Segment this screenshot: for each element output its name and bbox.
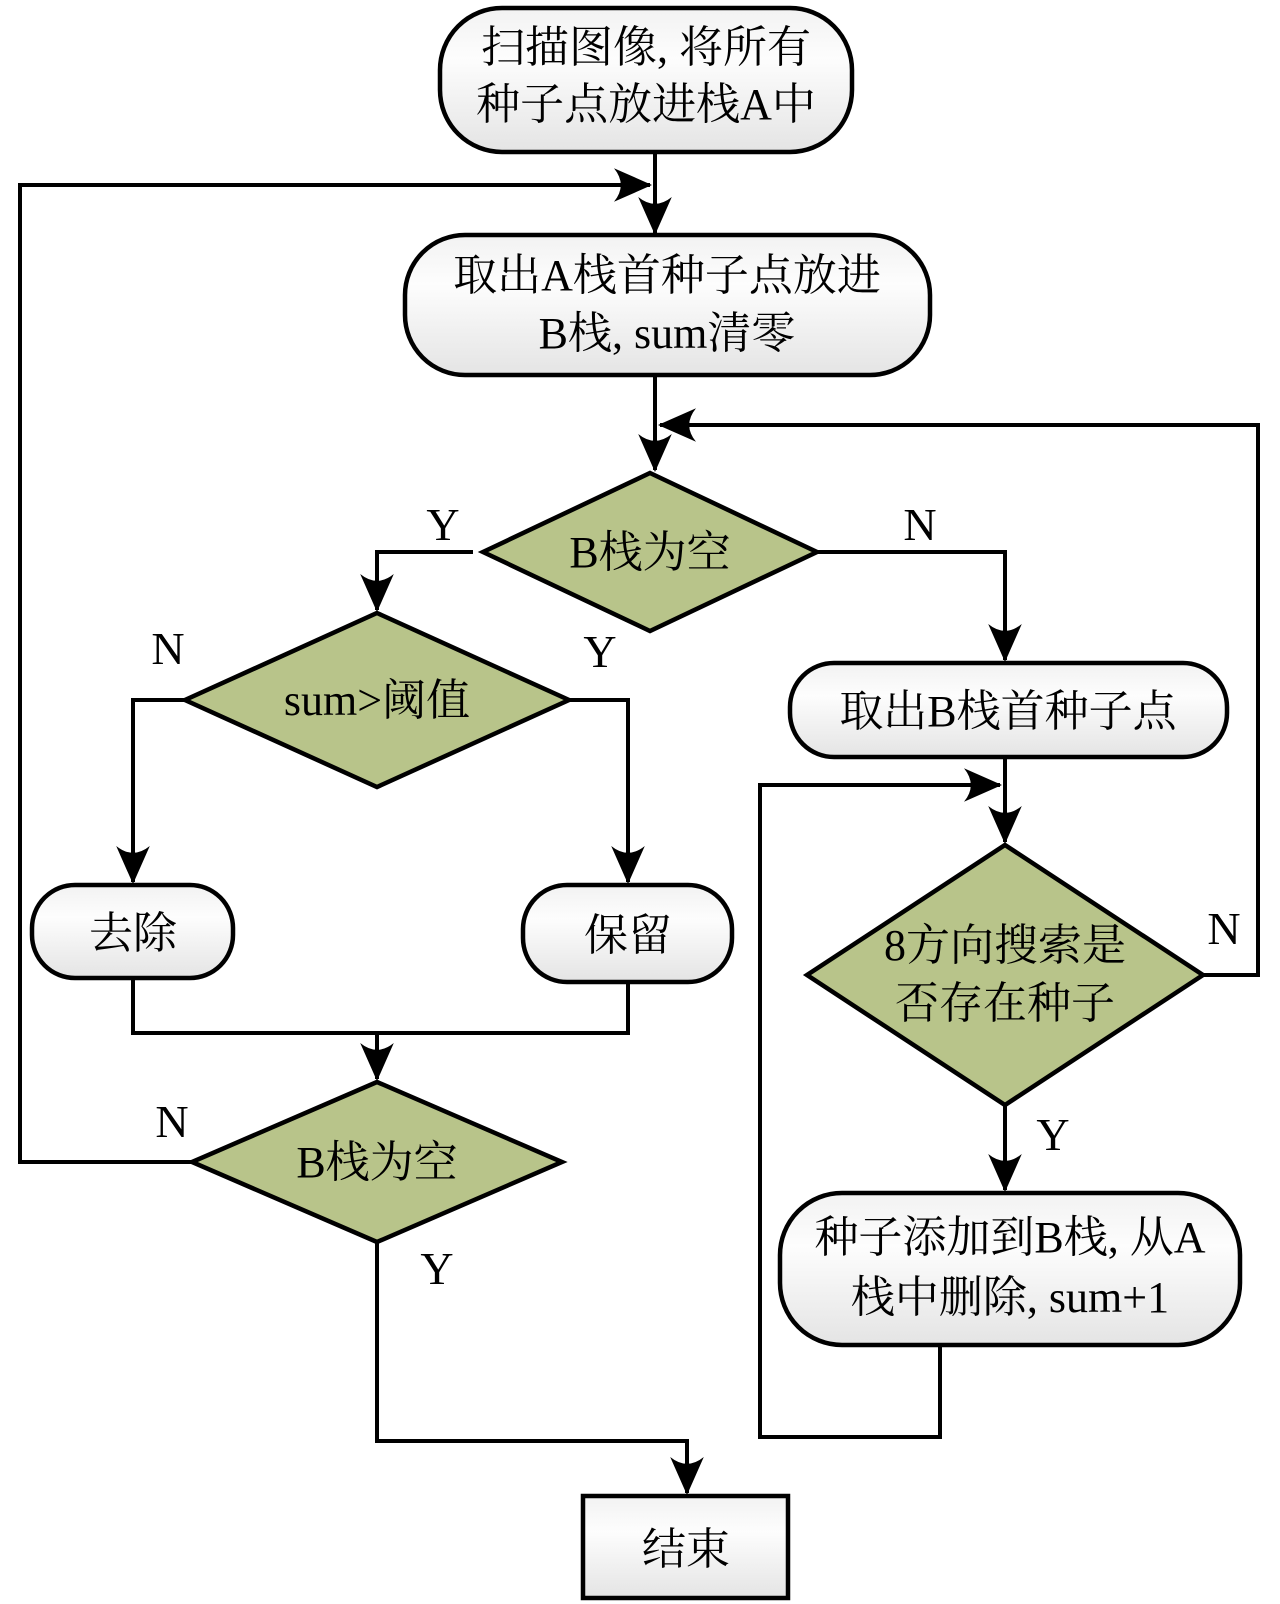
node-keep-label: 保留 <box>584 911 672 960</box>
node-pop-b <box>790 663 1227 757</box>
node-b-empty-2 <box>192 1082 562 1242</box>
node-search-8dir-line-1: 8方向搜索是 <box>884 921 1126 970</box>
node-pop-a <box>405 235 930 375</box>
node-pop-a-line-2: B栈, sum清零 <box>538 309 796 358</box>
node-b-empty-1 <box>483 473 817 631</box>
node-b-empty-2-label: B栈为空 <box>296 1138 458 1187</box>
node-remove-label: 去除 <box>89 909 177 958</box>
node-pop-a-line-1: 取出A栈首种子点放进 <box>453 251 881 300</box>
edge-merge-remove-keep <box>133 978 628 1033</box>
node-start <box>440 8 852 152</box>
label-search-8dir-yes: Y <box>1036 1109 1070 1160</box>
node-add-b <box>780 1193 1240 1345</box>
node-remove <box>32 885 233 978</box>
node-start-line-1: 扫描图像, 将所有 <box>481 23 811 72</box>
label-b-empty-1-no: N <box>903 499 937 550</box>
edge-b-empty-1-no <box>817 552 1005 660</box>
edge-b-empty-1-yes <box>377 552 473 610</box>
label-b-empty-2-yes: Y <box>420 1243 454 1294</box>
node-sum-threshold <box>185 613 569 787</box>
node-sum-threshold-label: sum>阈值 <box>283 676 471 725</box>
node-search-8dir-line-2: 否存在种子 <box>895 979 1115 1028</box>
node-end <box>583 1496 788 1598</box>
node-start-line-2: 种子点放进栈A中 <box>476 80 816 129</box>
label-sum-threshold-no: N <box>151 623 185 674</box>
label-b-empty-1-yes: Y <box>426 499 460 550</box>
edge-sum-threshold-yes <box>569 700 628 882</box>
node-add-b-line-2: 栈中删除, sum+1 <box>850 1273 1170 1322</box>
node-b-empty-1-label: B栈为空 <box>569 528 731 577</box>
edge-sum-threshold-no <box>133 700 185 882</box>
label-sum-threshold-yes: Y <box>583 626 617 677</box>
label-search-8dir-no: N <box>1207 903 1241 954</box>
node-search-8dir <box>807 845 1203 1105</box>
node-add-b-line-1: 种子添加到B栈, 从A <box>814 1213 1206 1262</box>
node-keep <box>523 885 732 982</box>
node-end-label: 结束 <box>642 1525 730 1574</box>
label-b-empty-2-no: N <box>155 1096 189 1147</box>
node-pop-b-label: 取出B栈首种子点 <box>839 687 1177 736</box>
